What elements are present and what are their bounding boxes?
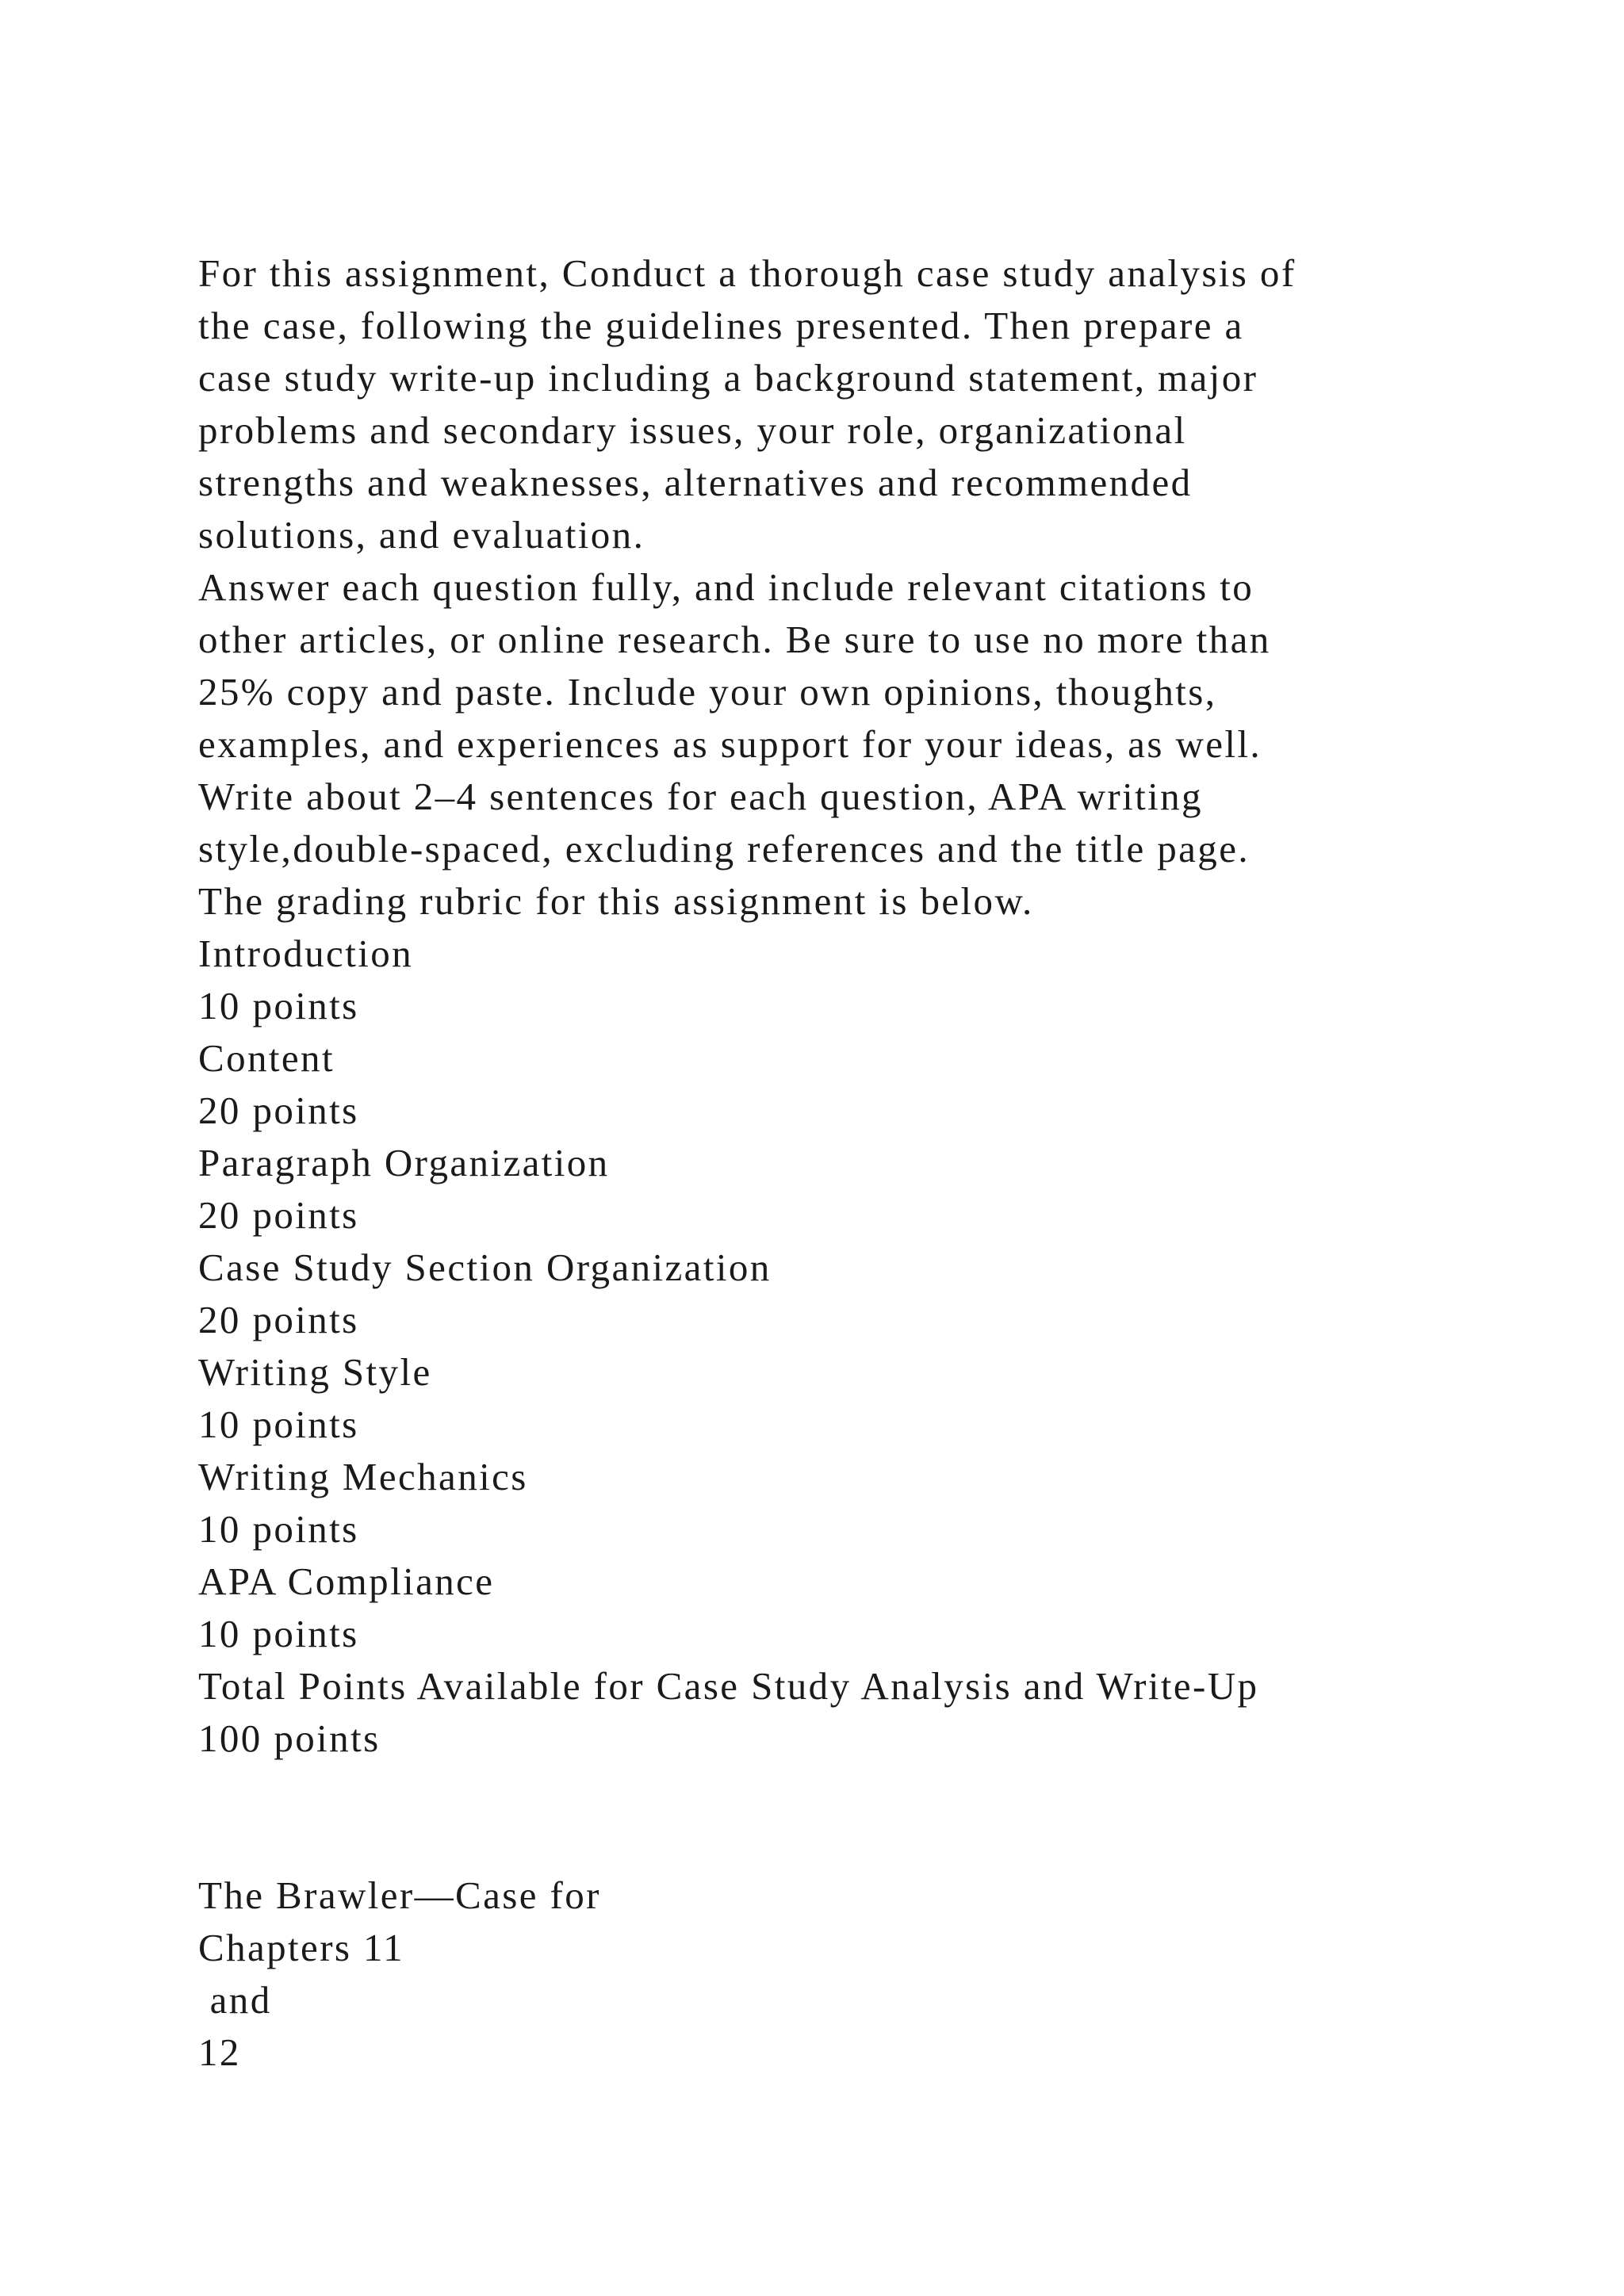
instruction-line: other articles, or online research. Be sure to use no more than bbox=[198, 618, 1271, 661]
rubric-total-points: 100 points bbox=[198, 1716, 381, 1760]
case-title-line: Chapters 11 bbox=[198, 1926, 405, 1969]
rubric-criterion: Introduction bbox=[198, 932, 414, 975]
rubric-criterion: Writing Mechanics bbox=[198, 1455, 528, 1498]
rubric-total-criterion: Total Points Available for Case Study Analysis and Write-Up bbox=[198, 1664, 1259, 1708]
section-spacer bbox=[198, 1765, 1435, 1869]
rubric-points: 10 points bbox=[198, 1612, 359, 1655]
case-title-line: and bbox=[198, 1978, 272, 2022]
rubric-points: 10 points bbox=[198, 1507, 359, 1551]
document-body bbox=[198, 247, 1435, 2079]
rubric-points: 20 points bbox=[198, 1298, 359, 1341]
case-title-line: The Brawler—Case for bbox=[198, 1873, 601, 1917]
rubric-criterion: Paragraph Organization bbox=[198, 1141, 610, 1184]
instruction-line: The grading rubric for this assignment is below. bbox=[198, 879, 1034, 923]
rubric-points: 20 points bbox=[198, 1089, 359, 1132]
rubric-criterion: Content bbox=[198, 1036, 335, 1080]
instruction-line: the case, following the guidelines presented. Then prepare a bbox=[198, 304, 1244, 347]
case-title-line: 12 bbox=[198, 2030, 241, 2074]
assignment-instructions bbox=[198, 247, 1435, 928]
instruction-line: problems and secondary issues, your role, organizational bbox=[198, 408, 1187, 452]
instruction-line: case study write-up including a background statement, major bbox=[198, 356, 1258, 400]
rubric-criterion: Writing Style bbox=[198, 1350, 432, 1394]
instruction-line: style,double-spaced, excluding references and the title page. bbox=[198, 827, 1250, 871]
instruction-line: Write about 2–4 sentences for each question, APA writing bbox=[198, 775, 1203, 818]
grading-rubric bbox=[198, 928, 1435, 1765]
rubric-points: 10 points bbox=[198, 1402, 359, 1446]
instruction-line: strengths and weaknesses, alternatives and recommended bbox=[198, 461, 1193, 504]
instruction-line: 25% copy and paste. Include your own opinions, thoughts, bbox=[198, 670, 1217, 714]
rubric-points: 20 points bbox=[198, 1193, 359, 1237]
instruction-line: For this assignment, Conduct a thorough case study analysis of bbox=[198, 251, 1297, 295]
instruction-line: Answer each question fully, and include relevant citations to bbox=[198, 565, 1254, 609]
instruction-line: examples, and experiences as support for your ideas, as well. bbox=[198, 722, 1262, 766]
case-title bbox=[198, 1869, 1435, 2079]
instruction-line: solutions, and evaluation. bbox=[198, 513, 645, 557]
rubric-criterion: Case Study Section Organization bbox=[198, 1246, 772, 1289]
rubric-points: 10 points bbox=[198, 984, 359, 1027]
rubric-criterion: APA Compliance bbox=[198, 1559, 495, 1603]
